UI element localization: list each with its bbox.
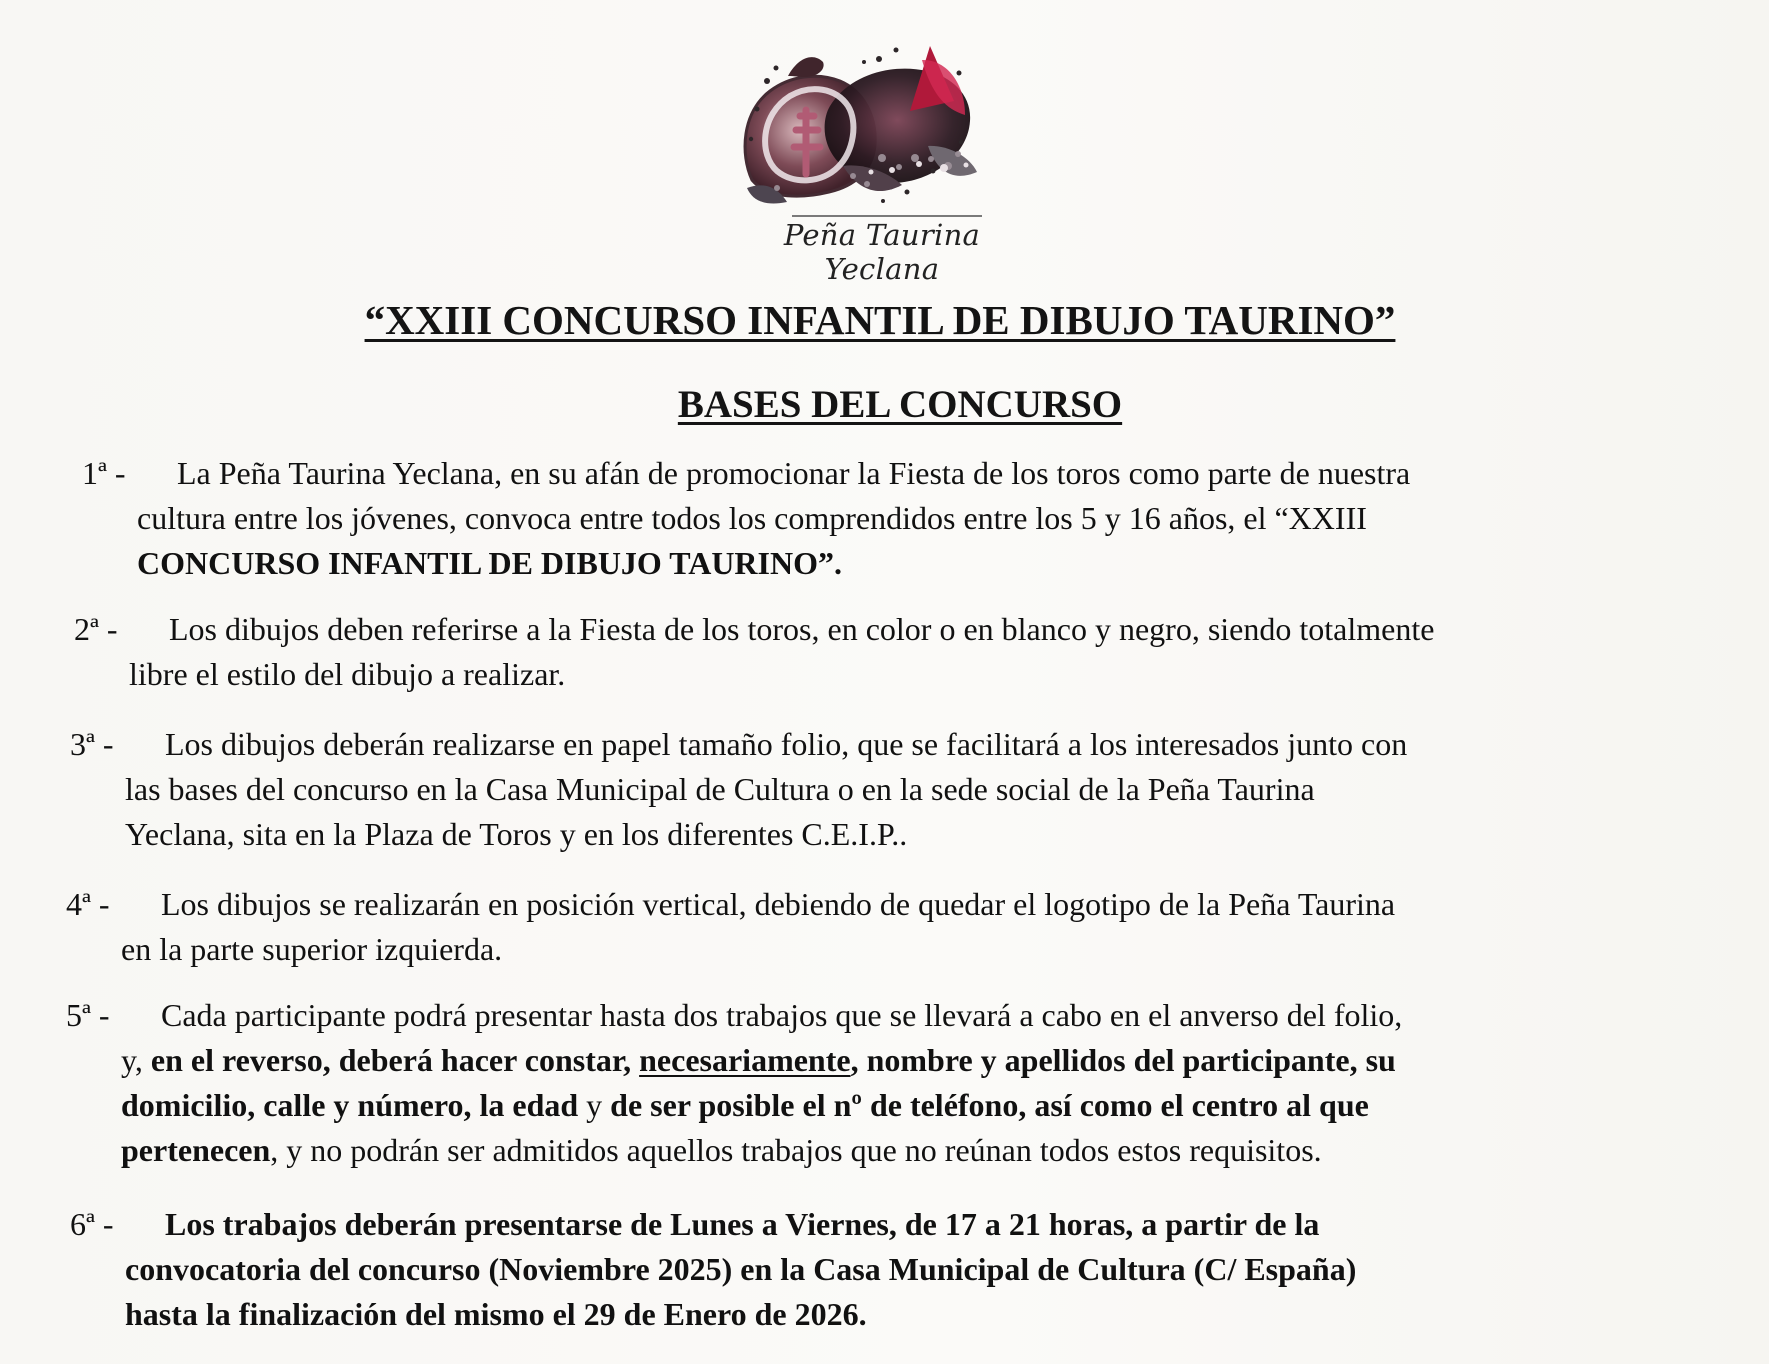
rule-text: , y no podrán ser admitidos aquellos trabajos que no reúnan todos estos requisitos.: [270, 1132, 1322, 1168]
rule-line: Los dibujos deberán realizarse en papel tamaño folio, que se facilitará a los interesados junto con: [165, 726, 1408, 762]
rule-text: , nombre y apellidos del participante, su: [850, 1042, 1396, 1078]
rule-2: [74, 607, 1434, 697]
rule-text: y,: [121, 1042, 151, 1078]
rule-line: [66, 1038, 1402, 1083]
rule-number: 2ª -: [74, 611, 118, 647]
rule-number: 6ª -: [70, 1206, 114, 1242]
rule-text: necesariamente: [639, 1042, 851, 1078]
rule-line: CONCURSO INFANTIL DE DIBUJO TAURINO”.: [137, 545, 842, 581]
rule-line: [66, 1083, 1402, 1128]
rule-text: domicilio, calle y número, la edad: [121, 1087, 579, 1123]
rule-number: 4ª -: [66, 886, 110, 922]
logo-divider: [792, 215, 982, 217]
rule-number: 1ª -: [82, 455, 126, 491]
rule-line: Los dibujos deben referirse a la Fiesta de los toros, en color o en blanco y negro, siendo totalmente: [169, 611, 1435, 647]
rule-line: Cada participante podrá presentar hasta dos trabajos que se llevará a cabo en el anverso del folio,: [161, 997, 1403, 1033]
rule-line: en la parte superior izquierda.: [121, 931, 503, 967]
pena-taurina-logo: [732, 38, 1032, 286]
rule-4: [66, 882, 1395, 972]
rule-text: en el reverso, deberá hacer constar,: [150, 1042, 640, 1078]
rule-text: y: [578, 1087, 611, 1123]
contest-subtitle: BASES DEL CONCURSO: [677, 383, 1123, 426]
rule-line: convocatoria del concurso (Noviembre 2025) en la Casa Municipal de Cultura (C/ España): [125, 1251, 1357, 1287]
rule-line: Yeclana, sita en la Plaza de Toros y en los diferentes C.E.I.P..: [125, 816, 908, 852]
rule-line: La Peña Taurina Yeclana, en su afán de promocionar la Fiesta de los toros como parte de nuestra: [177, 455, 1411, 491]
logo-caption: Peña Taurina Yeclana: [783, 218, 981, 286]
rule-line: [66, 1128, 1402, 1173]
rule-line: Los dibujos se realizarán en posición vertical, debiendo de quedar el logotipo de la Peña Taurina: [161, 886, 1396, 922]
rule-number: 3ª -: [70, 726, 114, 762]
rule-1: [82, 451, 1410, 586]
rule-text: pertenecen: [121, 1132, 271, 1168]
rule-3: [70, 722, 1407, 857]
bullfighting-club-emblem: [732, 38, 982, 210]
rule-line: las bases del concurso en la Casa Municipal de Cultura o en la sede social de la Peña Taurina: [125, 771, 1315, 807]
rule-text: de ser posible el nº de teléfono, así como el centro al que: [610, 1087, 1369, 1123]
rule-line: hasta la finalización del mismo el 29 de Enero de 2026.: [125, 1296, 867, 1332]
rule-6: [70, 1202, 1356, 1337]
rule-5: [66, 993, 1402, 1173]
rule-number: 5ª -: [66, 997, 110, 1033]
rule-line: cultura entre los jóvenes, convoca entre todos los comprendidos entre los 5 y 16 años, el “XXIII: [137, 500, 1367, 536]
contest-title: “XXIII CONCURSO INFANTIL DE DIBUJO TAURINO”: [364, 297, 1396, 343]
rule-line: Los trabajos deberán presentarse de Lunes a Viernes, de 17 a 21 horas, a partir de la: [165, 1206, 1320, 1242]
rule-line: libre el estilo del dibujo a realizar.: [129, 656, 566, 692]
